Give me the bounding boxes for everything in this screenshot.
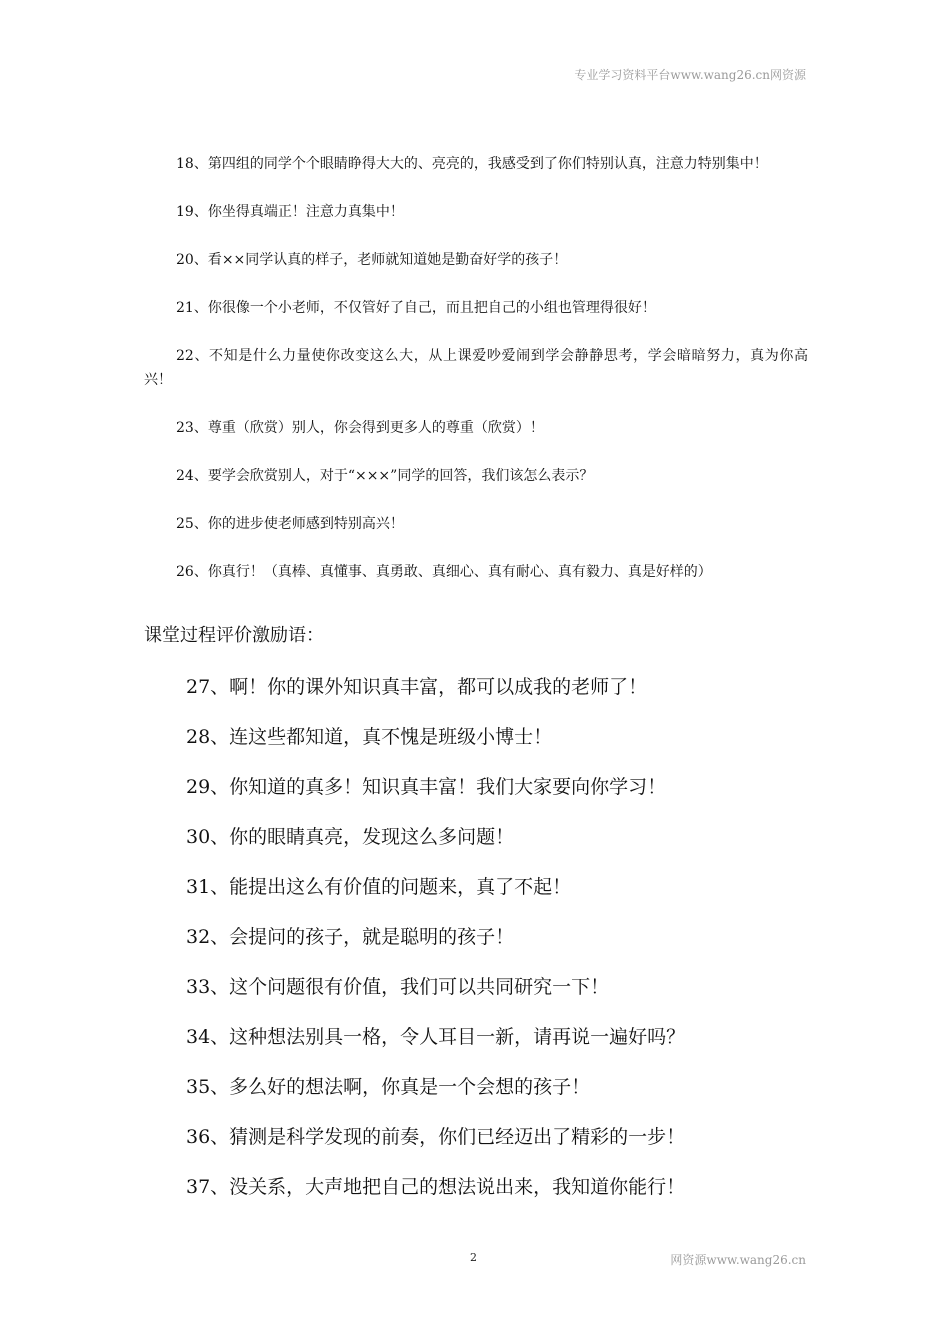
list-item: 24、要学会欣赏别人，对于“×××”同学的回答，我们该怎么表示？ bbox=[176, 468, 594, 484]
list-item: 36、猜测是科学发现的前奏，你们已经迈出了精彩的一步！ bbox=[186, 1126, 686, 1148]
list-item: 33、这个问题很有价值，我们可以共同研究一下！ bbox=[186, 976, 610, 998]
list-item: 32、会提问的孩子，就是聪明的孩子！ bbox=[186, 926, 515, 948]
list-item: 34、这种想法别具一格，令人耳目一新，请再说一遍好吗？ bbox=[186, 1026, 686, 1048]
header-watermark: 专业学习资料平台www.wang26.cn网资源 bbox=[574, 68, 806, 82]
list-item: 22、不知是什么力量使你改变这么大，从上课爱吵爱闹到学会静静思考，学会暗暗努力，真为你高兴！ bbox=[144, 348, 808, 388]
list-item: 21、你很像一个小老师，不仅管好了自己，而且把自己的小组也管理得很好！ bbox=[176, 300, 656, 316]
section-heading: 课堂过程评价激励语： bbox=[144, 625, 324, 646]
list-item: 30、你的眼睛真亮，发现这么多问题！ bbox=[186, 826, 515, 848]
list-item: 28、连这些都知道，真不愧是班级小博士！ bbox=[186, 726, 553, 748]
list-item: 35、多么好的想法啊，你真是一个会想的孩子！ bbox=[186, 1076, 591, 1098]
list-item: 25、你的进步使老师感到特别高兴！ bbox=[176, 516, 404, 532]
list-item: 27、啊！你的课外知识真丰富，都可以成我的老师了！ bbox=[186, 676, 648, 698]
list-item: 26、你真行！（真棒、真懂事、真勇敢、真细心、真有耐心、真有毅力、真是好样的） bbox=[176, 564, 712, 580]
list-item: 20、看××同学认真的样子，老师就知道她是勤奋好学的孩子！ bbox=[176, 252, 568, 268]
list-item: 23、尊重（欣赏）别人，你会得到更多人的尊重（欣赏）！ bbox=[176, 420, 544, 436]
list-item: 18、第四组的同学个个眼睛睁得大大的、亮亮的，我感受到了你们特别认真，注意力特别集中！ bbox=[176, 156, 768, 172]
praise-list-two bbox=[186, 667, 786, 1217]
list-item: 19、你坐得真端正！注意力真集中！ bbox=[176, 204, 404, 220]
page-number: 2 bbox=[470, 1251, 477, 1264]
list-item: 31、能提出这么有价值的问题来，真了不起！ bbox=[186, 876, 572, 898]
list-item: 37、没关系，大声地把自己的想法说出来，我知道你能行！ bbox=[186, 1176, 686, 1198]
praise-list-one bbox=[144, 152, 808, 584]
footer-watermark: 网资源www.wang26.cn bbox=[670, 1253, 806, 1267]
list-item: 29、你知道的真多！知识真丰富！我们大家要向你学习！ bbox=[186, 776, 667, 798]
